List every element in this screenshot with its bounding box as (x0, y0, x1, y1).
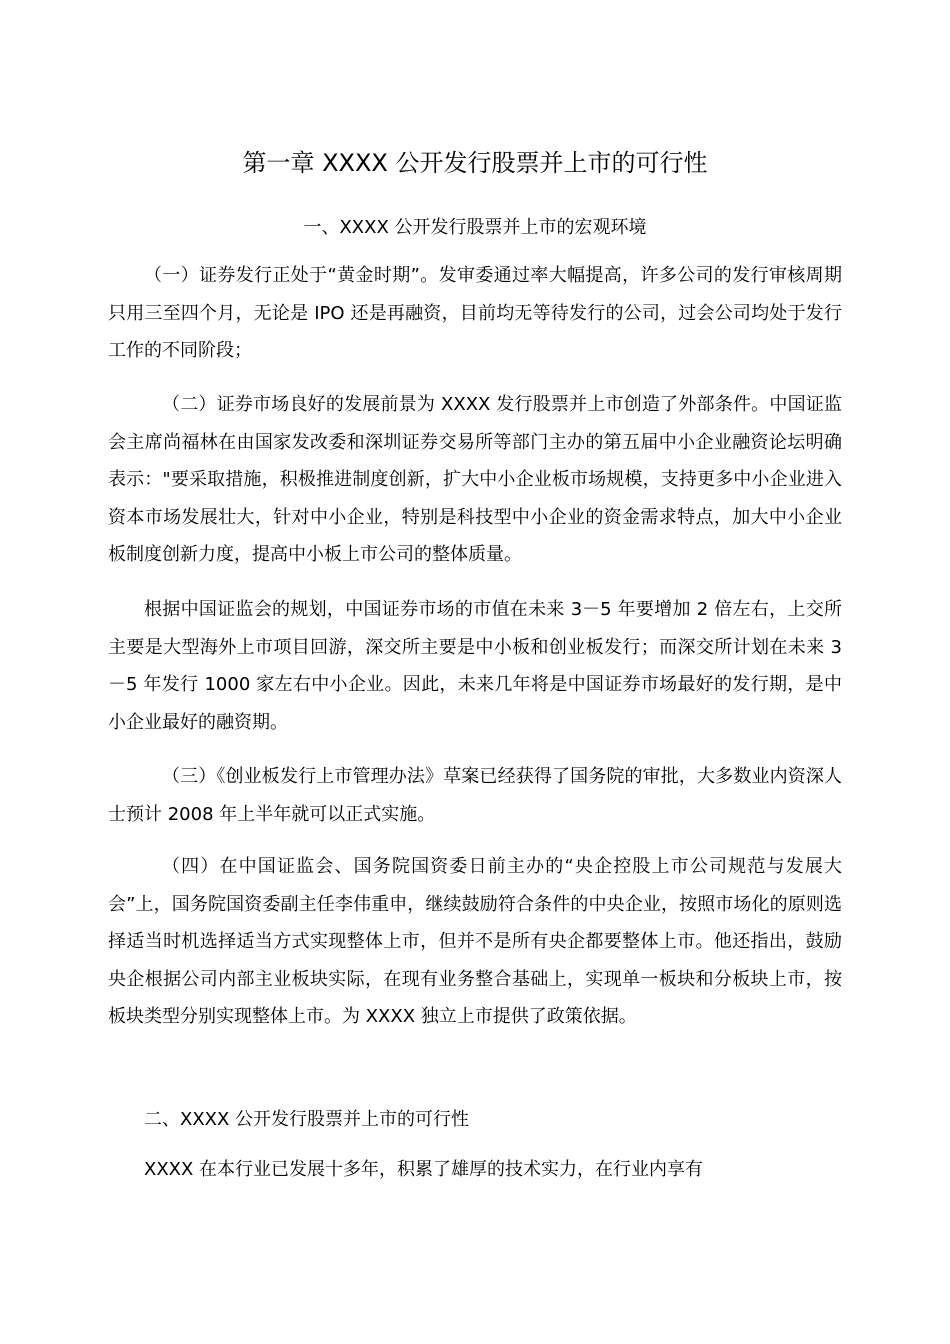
chapter-title: 第一章 XXXX 公开发行股票并上市的可行性 (242, 149, 708, 177)
section-heading-macro-environment: 一、XXXX 公开发行股票并上市的宏观环境 (303, 217, 647, 238)
section-heading-feasibility: 二、XXXX 公开发行股票并上市的可行性 (144, 1109, 470, 1130)
paragraph-golden-period: （一）证券发行正处于“黄金时期”。发审委通过率大幅提高，许多公司的发行审核周期只用三至四个月，无论是 IPO 还是再融资，目前均无等待发行的公司，过会公司均处于发行工作的不同阶段； (108, 265, 842, 361)
paragraph-company-strength: XXXX 在本行业已发展十多年，积累了雄厚的技术实力，在行业内享有 (144, 1159, 704, 1180)
paragraph-market-prospects: （二）证券市场良好的发展前景为 XXXX 发行股票并上市创造了外部条件。中国证监会主席尚福林在由国家发改委和深圳证券交易所等部门主办的第五届中小企业融资论坛明确表示："要采取措施，积极推进制度创新，扩大中小企业板市场规模，支持更多中小企业进入资本市场发展壮大，针对中小企业，特别是科技型中小企业的资金需求特点，加大中小企业板制度创新力度，提高中小板上市公司的整体质量。 (108, 394, 842, 565)
paragraph-csrc-plan: 根据中国证监会的规划，中国证券市场的市值在未来 3－5 年要增加 2 倍左右，上交所主要是大型海外上市项目回游，深交所主要是中小板和创业板发行；而深交所计划在未来 3－5 年发行 1000 家左右中小企业。因此，未来几年将是中国证券市场最好的发行期，是中小企业最好的融资期。 (108, 599, 842, 733)
paragraph-gem-measures: （三）《创业板发行上市管理办法》草案已经获得了国务院的审批，大多数业内资深人士预计 2008 年上半年就可以正式实施。 (108, 766, 842, 825)
paragraph-soe-listing: （四）在中国证监会、国务院国资委日前主办的“央企控股上市公司规范与发展大会”上，国务院国资委副主任李伟重申，继续鼓励符合条件的中央企业，按照市场化的原则选择适当时机选择适当方式实现整体上市，但并不是所有央企都要整体上市。他还指出，鼓励央企根据公司内部主业板块实际，在现有业务整合基础上，实现单一板块和分板块上市，按板块类型分别实现整体上市。为 XXXX 独立上市提供了政策依据。 (108, 856, 842, 1027)
